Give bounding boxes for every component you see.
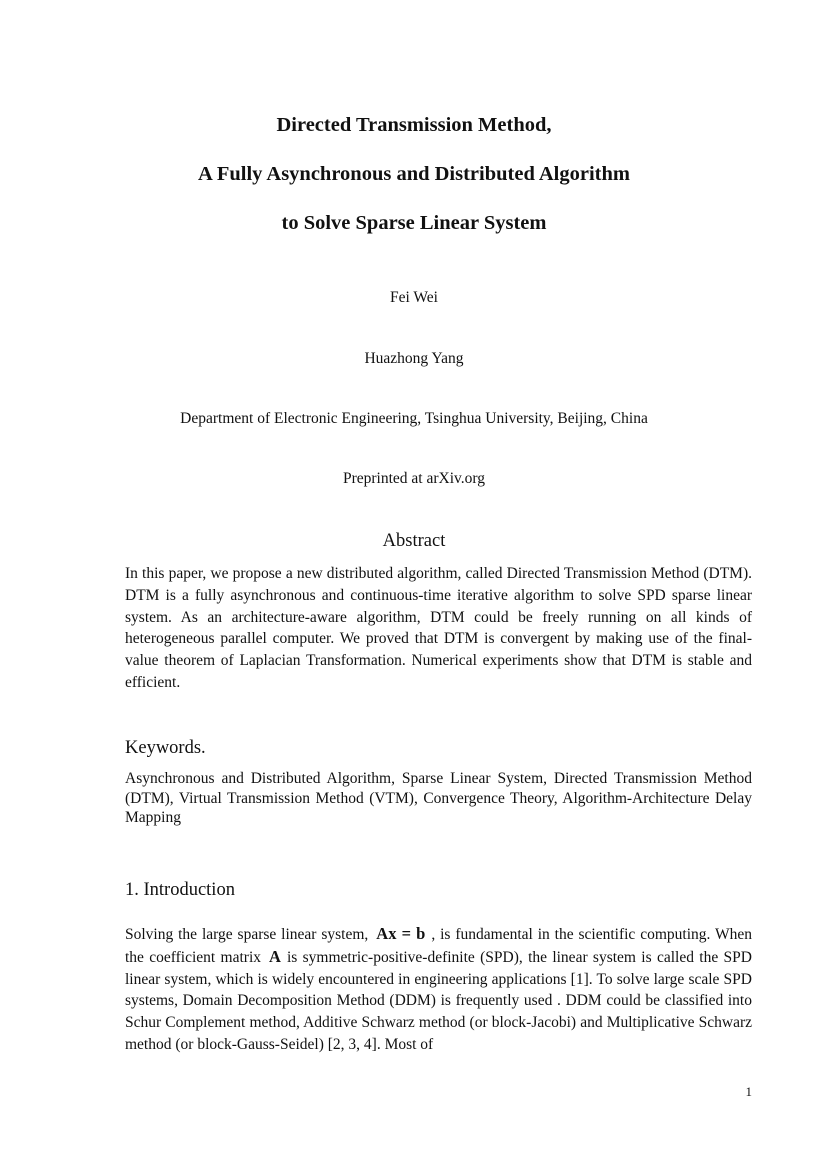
keywords-text: Asynchronous and Distributed Algorithm, Sparse Linear System, Directed Transmission Method (DTM), Virtual Transmission Method (VTM), Convergence Theory, Algorithm-Architecture Delay Mapping [125,770,752,826]
keywords-heading: Keywords. [125,738,206,758]
title-line-3: to Solve Sparse Linear System [281,212,547,234]
equation-ax-b: Ax = b [376,924,426,943]
introduction-heading: 1. Introduction [125,880,235,900]
introduction-text [125,923,752,1056]
abstract-heading: Abstract [382,531,446,551]
matrix-symbol-a: A [269,946,281,966]
affiliation: Department of Electronic Engineering, Tsinghua University, Beijing, China [180,410,648,427]
intro-text-part-3: is symmetric-positive-definite (SPD), the linear system is called the SPD linear system, which is widely encountered in engineering applications [1]. To solve large scale SPD systems, Domain Decomposition Method (DDM) is frequently used . DDM could be classified into Schur Complement method, Additive Schwarz method (or block-Jacobi) and Multiplicative Schwarz method (or block-Gauss-Seidel) [2, 3, 4]. Most of [125,948,752,1053]
preprint-note: Preprinted at arXiv.org [342,470,486,487]
author-1: Fei Wei [390,289,438,306]
intro-text-part-2: , is fundamental in the scientific computing. When the coefficient matrix [125,926,752,966]
page-number: 1 [745,1084,752,1099]
author-2: Huazhong Yang [364,350,464,367]
title-line-2: A Fully Asynchronous and Distributed Algorithm [198,163,630,185]
intro-text-part-1: Solving the large sparse linear system, [125,926,369,943]
title-line-1: Directed Transmission Method, [276,114,552,136]
abstract-text: In this paper, we propose a new distributed algorithm, called Directed Transmission Method (DTM). DTM is a fully asynchronous and continuous-time iterative algorithm to solve SPD sparse linear system. As an architecture-aware algorithm, DTM could be freely running on all kinds of heterogeneous parallel computer. We proved that DTM is convergent by making use of the final-value theorem of Laplacian Transformation. Numerical experiments show that DTM is stable and efficient. [125,565,752,691]
